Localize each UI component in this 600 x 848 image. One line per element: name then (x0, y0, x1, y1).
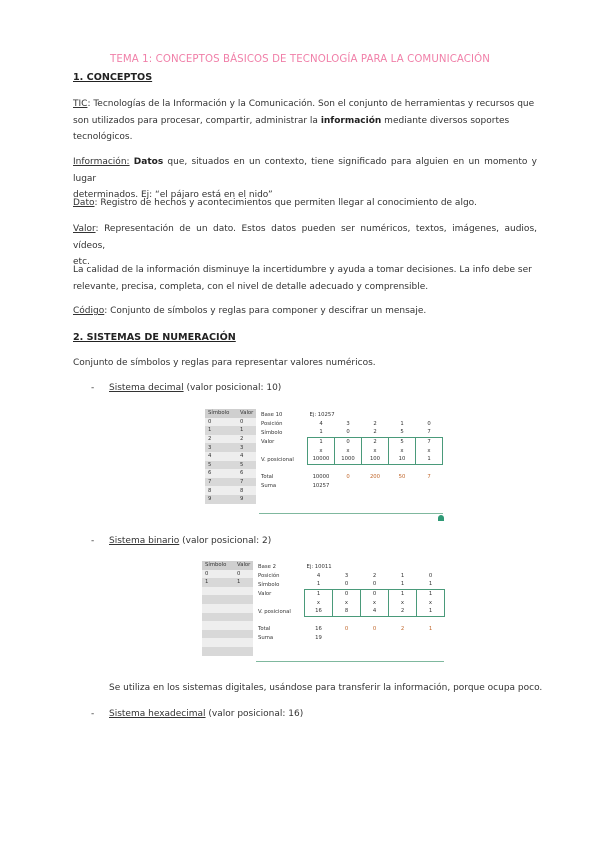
position-cell (417, 634, 445, 643)
position-cell (335, 464, 362, 473)
position-cell: 10000 (308, 455, 335, 464)
decimal-scroll-marker (438, 515, 444, 521)
position-cell: 10257 (312, 483, 330, 490)
symbol-row (205, 443, 256, 452)
value-cell (234, 647, 253, 656)
position-row (256, 580, 445, 589)
binary-position-table (256, 563, 445, 642)
symbol-row (205, 495, 256, 504)
position-cell: 0 (346, 429, 350, 436)
row-label (256, 616, 305, 625)
symbol-cell: 6 (205, 469, 237, 478)
position-cell: 2 (389, 607, 417, 616)
symbol-cell (202, 621, 234, 630)
position-cell (333, 616, 361, 625)
position-cell: x (361, 598, 389, 607)
symbol-row-empty (202, 638, 253, 647)
row-label (259, 464, 308, 473)
symbol-row (205, 426, 256, 435)
row-label: V. posicional (258, 608, 291, 615)
empty-cell (361, 563, 389, 572)
position-cell: 2 (373, 420, 377, 427)
position-cell (308, 464, 335, 473)
position-cell: 7 (427, 474, 431, 481)
position-cell: 0 (428, 572, 433, 579)
position-cell (389, 634, 417, 643)
paragraph-codigo: Código: Conjunto de símbolos y reglas para componer y descifrar un mensaje. (73, 306, 427, 316)
position-cell (389, 482, 416, 491)
symbol-cell: 7 (205, 478, 237, 487)
symbol-row-empty (202, 647, 253, 656)
value-cell: 0 (234, 570, 253, 579)
row-label: Posición (258, 572, 280, 579)
position-cell: x (362, 446, 389, 455)
symbol-cell: 0 (202, 570, 234, 579)
paragraph-calidad: La calidad de la información disminuye la incertidumbre y ayuda a tomar decisiones. La info debe ser relevante, precisa, completa, con el nivel de detalle adecuado y comprensible. (73, 265, 532, 292)
position-cell (389, 464, 416, 473)
position-cell: 0 (344, 626, 349, 633)
symbol-row-empty (202, 587, 253, 596)
value-cell (234, 587, 253, 596)
paragraph-numeracion-intro: Conjunto de símbolos y reglas para representar valores numéricos. (73, 358, 376, 368)
position-row (256, 572, 445, 581)
empty-cell (389, 411, 416, 420)
value-cell: 0 (237, 418, 256, 427)
position-cell (335, 482, 362, 491)
position-cell: 7 (427, 429, 431, 436)
position-cell (361, 616, 389, 625)
position-cell (305, 616, 333, 625)
position-row (259, 420, 443, 429)
position-row (259, 446, 443, 455)
row-label: Valor (258, 590, 272, 597)
position-cell: 2 (373, 429, 377, 436)
position-cell: x (305, 598, 333, 607)
empty-cell (389, 563, 417, 572)
symbol-cell: 4 (205, 452, 237, 461)
symbol-cell (202, 647, 234, 656)
row-label: Posición (261, 420, 283, 427)
position-cell: 0 (372, 581, 377, 588)
value-cell (234, 621, 253, 630)
position-cell: 10 (389, 455, 416, 464)
symbol-table-header (205, 409, 256, 418)
term-informacion: Información: (73, 157, 130, 167)
position-cell: 2 (372, 572, 377, 579)
symbol-row (205, 435, 256, 444)
value-cell: 5 (237, 461, 256, 470)
symbol-row (205, 486, 256, 495)
empty-cell (362, 411, 389, 420)
position-cell: 4 (319, 420, 323, 427)
position-cell (361, 634, 389, 643)
symbol-cell: 3 (205, 443, 237, 452)
position-cell: 1 (305, 589, 333, 598)
position-row (259, 437, 443, 446)
section-heading-numeracion: 2. SISTEMAS DE NUMERACIÓN (73, 332, 236, 343)
position-cell: 1 (400, 420, 404, 427)
position-cell: x (416, 446, 443, 455)
value-cell: 1 (234, 578, 253, 587)
symbol-row (205, 469, 256, 478)
position-row (256, 589, 445, 598)
row-label: Suma (258, 635, 274, 642)
position-cell (416, 464, 443, 473)
position-cell: 1 (428, 626, 433, 633)
row-label: Total (258, 626, 271, 633)
symbol-cell: 1 (205, 426, 237, 435)
position-row (256, 634, 445, 643)
position-cell: 2 (362, 437, 389, 446)
symbol-cell: 0 (205, 418, 237, 427)
symbol-cell (202, 638, 234, 647)
position-cell: x (333, 598, 361, 607)
position-cell (333, 634, 361, 643)
position-cell: 1 (416, 455, 443, 464)
term-valor: Valor (73, 224, 96, 234)
position-cell: 100 (362, 455, 389, 464)
example-number: Ej: 10011 (306, 564, 332, 571)
position-cell: x (308, 446, 335, 455)
paragraph-informacion: Información: Datos que, situados en un contexto, tiene significado para alguien en un momento y lugar determinados. Ej: “el pájaro está en el nido” (73, 157, 537, 200)
position-row (256, 598, 445, 607)
row-label: Total (261, 474, 274, 481)
symbol-cell (202, 613, 234, 622)
decimal-bottom-rule (259, 513, 443, 514)
position-cell: 0 (372, 626, 377, 633)
binario-note: Se utiliza en los sistemas digitales, usándose para transferir la información, porque ocupa poco. (109, 683, 543, 693)
value-header: Valor (237, 409, 256, 418)
position-cell: 8 (333, 607, 361, 616)
binary-symbol-table (202, 561, 253, 656)
value-cell: 7 (237, 478, 256, 487)
binary-bottom-rule (256, 661, 444, 662)
symbol-row (205, 418, 256, 427)
position-cell: 1 (400, 581, 405, 588)
list-item-binario: - Sistema binario (valor posicional: 2) (91, 536, 272, 546)
position-cell: 0 (333, 589, 361, 598)
symbol-row-empty (202, 630, 253, 639)
position-cell: 16 (315, 626, 322, 633)
base-row (259, 411, 443, 420)
row-label: V. posicional (261, 456, 294, 463)
position-cell: 16 (305, 607, 333, 616)
position-cell: 0 (335, 437, 362, 446)
symbol-cell: 8 (205, 486, 237, 495)
symbol-row (205, 478, 256, 487)
position-cell: 0 (427, 420, 431, 427)
symbol-row (202, 570, 253, 579)
paragraph-valor: Valor: Representación de un dato. Estos datos pueden ser numéricos, textos, imágenes, audios, vídeos, etc. (73, 224, 537, 267)
row-label: Símbolo (258, 581, 280, 588)
symbol-cell: 5 (205, 461, 237, 470)
empty-cell (416, 411, 443, 420)
position-cell: 1 (308, 437, 335, 446)
base-label: Base 10 (261, 412, 283, 419)
position-cell: 1 (389, 589, 417, 598)
position-cell: 3 (346, 420, 350, 427)
position-cell: 2 (400, 626, 405, 633)
symbol-cell: 1 (202, 578, 234, 587)
list-item-hexadecimal: - Sistema hexadecimal (valor posicional: 16) (91, 709, 304, 719)
value-cell: 4 (237, 452, 256, 461)
value-header: Valor (234, 561, 253, 570)
row-label: Valor (261, 438, 275, 445)
symbol-row-empty (202, 604, 253, 613)
symbol-row (202, 578, 253, 587)
position-cell: x (389, 598, 417, 607)
position-row (256, 625, 445, 634)
position-cell: 200 (369, 474, 381, 481)
example-number: Ej: 10257 (309, 412, 335, 419)
position-cell (362, 464, 389, 473)
row-label: Suma (261, 483, 277, 490)
value-cell (234, 604, 253, 613)
value-cell (234, 638, 253, 647)
position-cell: 1 (316, 581, 321, 588)
symbol-cell (202, 630, 234, 639)
symbol-cell (202, 595, 234, 604)
symbol-cell (202, 604, 234, 613)
position-row (256, 616, 445, 625)
symbol-row (205, 452, 256, 461)
position-cell: 1 (319, 429, 323, 436)
row-label (259, 446, 308, 455)
position-row (259, 464, 443, 473)
term-codigo: Código (73, 306, 105, 316)
position-cell: 5 (400, 429, 404, 436)
position-cell: x (417, 598, 445, 607)
term-dato: Dato (73, 198, 95, 208)
bold-informacion: información (320, 115, 382, 126)
position-cell (416, 482, 443, 491)
decimal-symbol-table (205, 409, 256, 504)
position-cell: 0 (344, 581, 349, 588)
position-cell: x (335, 446, 362, 455)
position-cell: 4 (361, 607, 389, 616)
list-item-decimal: - Sistema decimal (valor posicional: 10) (91, 383, 282, 393)
position-cell: 5 (389, 437, 416, 446)
value-cell: 3 (237, 443, 256, 452)
position-cell: 3 (344, 572, 349, 579)
position-cell: 19 (315, 635, 322, 642)
binary-table-image (202, 561, 446, 667)
row-label: Símbolo (261, 429, 283, 436)
position-cell: 0 (361, 589, 389, 598)
row-label (256, 598, 305, 607)
position-cell: 7 (416, 437, 443, 446)
document-title: TEMA 1: CONCEPTOS BÁSICOS DE TECNOLOGÍA PARA LA COMUNICACIÓN (110, 54, 490, 65)
value-cell (234, 595, 253, 604)
symbol-cell: 9 (205, 495, 237, 504)
value-cell (234, 613, 253, 622)
value-cell: 9 (237, 495, 256, 504)
position-row (259, 482, 443, 491)
symbol-row-empty (202, 613, 253, 622)
position-cell: 1 (417, 589, 445, 598)
decimal-position-table (259, 411, 443, 490)
position-cell: 4 (316, 572, 321, 579)
paragraph-tic: TIC: Tecnologías de la Información y la Comunicación. Son el conjunto de herramientas y recursos que son utilizados para procesar, compartir, administrar la información mediante diversos soportes tecnológicos. (73, 99, 535, 142)
position-cell (417, 616, 445, 625)
value-cell: 6 (237, 469, 256, 478)
symbol-row-empty (202, 621, 253, 630)
value-cell: 2 (237, 435, 256, 444)
symbol-header: Símbolo (205, 409, 237, 418)
decimal-table-image (205, 409, 445, 521)
symbol-table-header (202, 561, 253, 570)
position-cell: 50 (398, 474, 406, 481)
position-cell (389, 616, 417, 625)
position-cell: x (389, 446, 416, 455)
symbol-row (205, 461, 256, 470)
symbol-cell: 2 (205, 435, 237, 444)
position-cell (362, 482, 389, 491)
base-label: Base 2 (258, 564, 276, 571)
symbol-header: Símbolo (202, 561, 234, 570)
value-cell (234, 630, 253, 639)
position-row (256, 607, 445, 616)
position-cell: 10000 (312, 474, 330, 481)
position-row (259, 455, 443, 464)
value-cell: 8 (237, 486, 256, 495)
position-cell: 1 (400, 572, 405, 579)
base-row (256, 563, 445, 572)
position-row (259, 473, 443, 482)
paragraph-dato: Dato: Registro de hechos y acontecimientos que permiten llegar al conocimiento de algo. (73, 198, 477, 208)
position-cell: 1 (417, 607, 445, 616)
symbol-row-empty (202, 595, 253, 604)
position-cell: 1000 (335, 455, 362, 464)
position-row (259, 428, 443, 437)
empty-cell (417, 563, 445, 572)
term-tic: TIC (73, 99, 88, 109)
value-cell: 1 (237, 426, 256, 435)
position-cell: 0 (346, 474, 350, 481)
symbol-cell (202, 587, 234, 596)
section-heading-conceptos: 1. CONCEPTOS (73, 72, 153, 83)
position-cell: 1 (428, 581, 433, 588)
